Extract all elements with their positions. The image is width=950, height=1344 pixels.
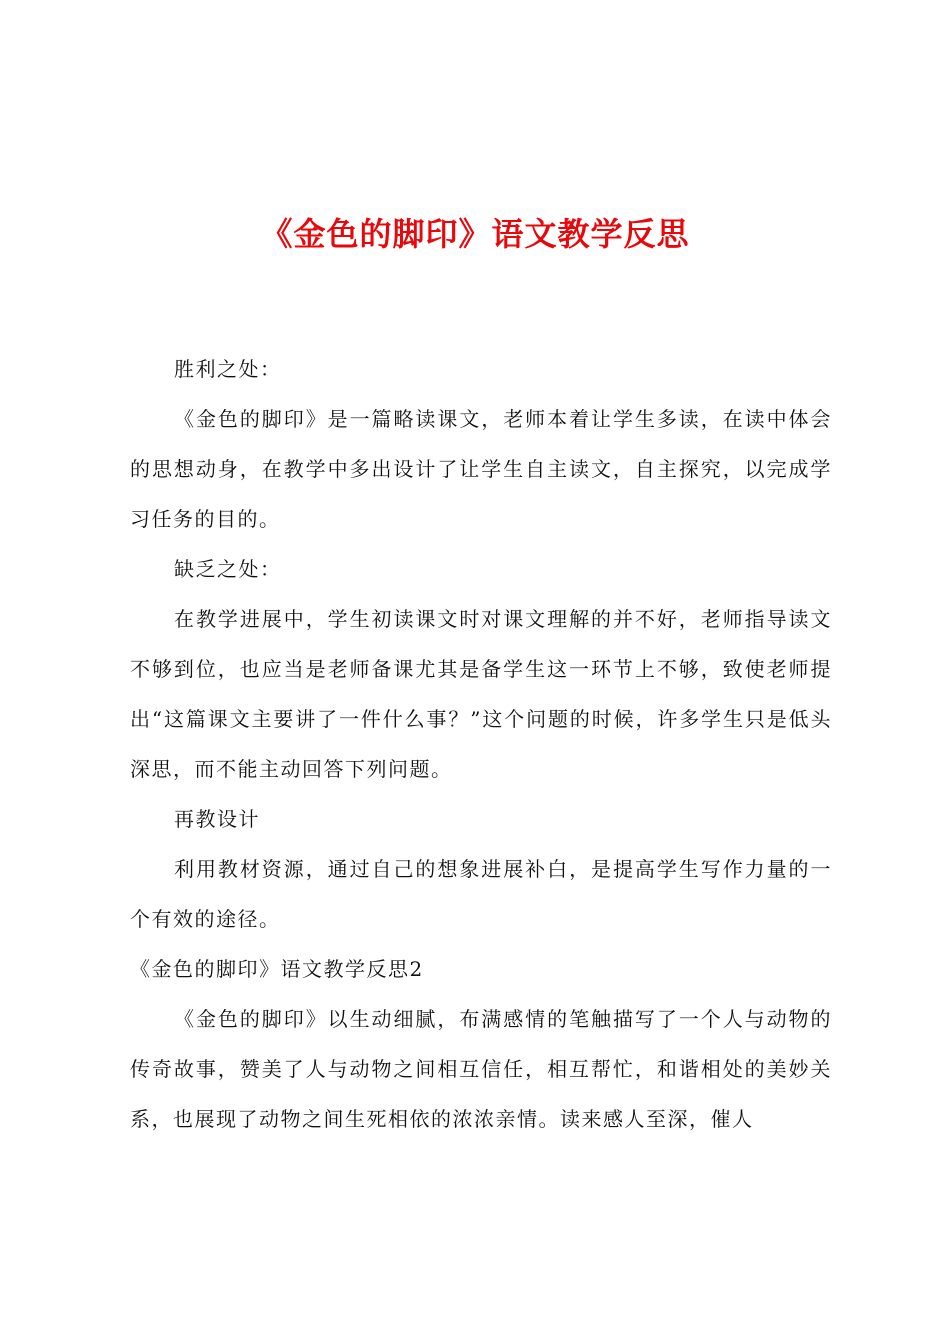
document-title: 《金色的脚印》语文教学反思 (260, 215, 690, 253)
section-heading-success: 胜利之处： (174, 357, 282, 381)
section-heading-redesign: 再教设计 (174, 807, 260, 831)
paragraph-success: 《金色的脚印》是一篇略读课文，老师本着让学生多读，在读中体会的思想动身，在教学中多出设计了让学生自主读文，自主探究，以完成学习任务的目的。 (130, 407, 832, 531)
subtitle-reflection-2: 《金色的脚印》语文教学反思2 (130, 957, 424, 981)
paragraph-reflection-2: 《金色的脚印》以生动细腻，布满感情的笔触描写了一个人与动物的传奇故事，赞美了人与动物之间相互信任，相互帮忙，和谐相处的美妙关系，也展现了动物之间生死相依的浓浓亲情。读来感人至深，催人 (130, 1007, 832, 1131)
paragraph-redesign: 利用教材资源，通过自己的想象进展补白，是提高学生写作力量的一个有效的途径。 (130, 857, 832, 931)
document-body (130, 344, 832, 1144)
section-heading-shortcoming: 缺乏之处： (174, 557, 282, 581)
paragraph-shortcoming: 在教学进展中，学生初读课文时对课文理解的并不好，老师指导读文不够到位，也应当是老师备课尤其是备学生这一环节上不够，致使老师提出“这篇课文主要讲了一件什么事？”这个问题的时候，许多学生只是低头深思，而不能主动回答下列问题。 (130, 607, 832, 781)
